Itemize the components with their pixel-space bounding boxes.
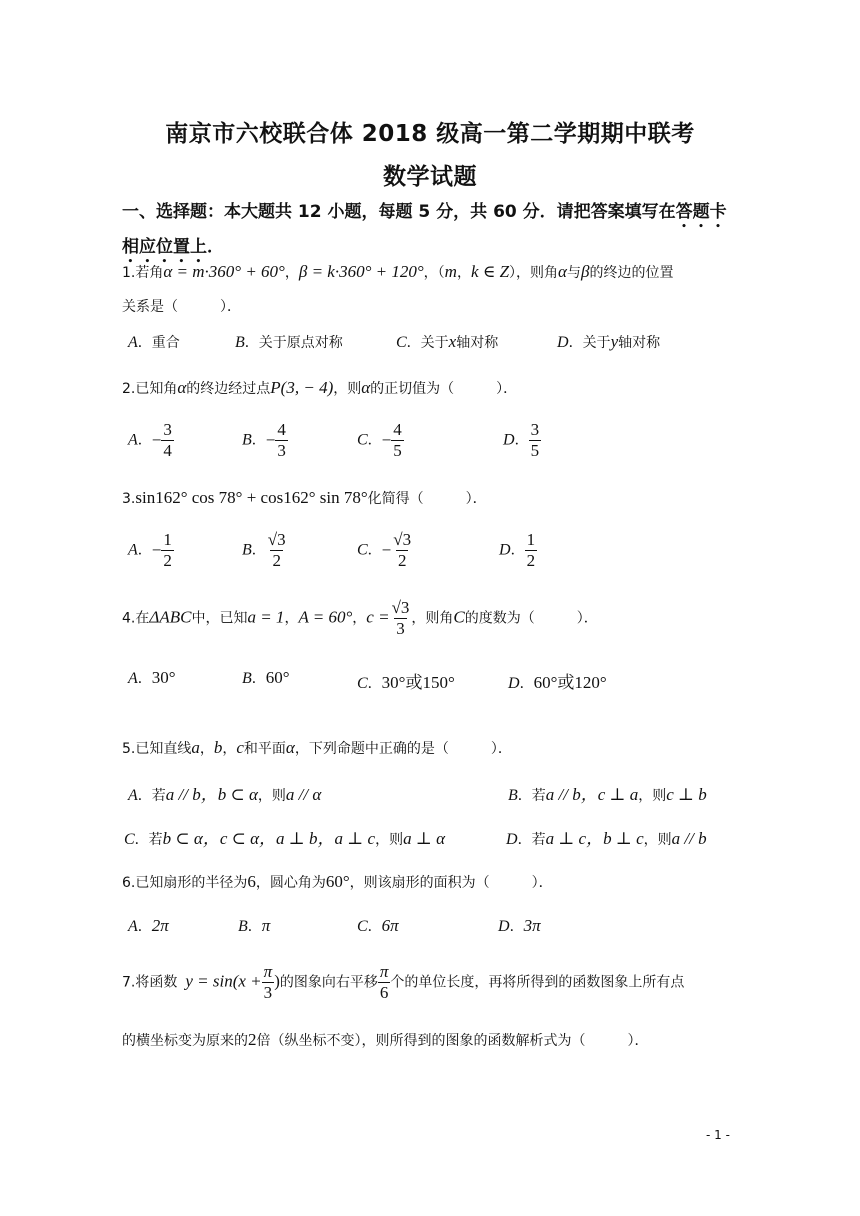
q4-option-c: C．30°或150° xyxy=(357,673,455,692)
question-2: 2.已知角α的终边经过点P(3, − 4)，则α的正切值为（ ）． xyxy=(122,378,518,397)
q1-option-c: C．关于x轴对称 xyxy=(396,332,499,351)
question-6: 6.已知扇形的半径为6，圆心角为60°，则该扇形的面积为（ ）． xyxy=(122,872,553,891)
q6-option-c: C．6π xyxy=(357,916,399,935)
q4-option-b: B．60° xyxy=(242,668,290,687)
q5-option-b: B．若a // b，c ⊥ a，则c ⊥ b xyxy=(508,785,707,804)
q2-option-d: D． $\frac{3}{5}$ xyxy=(503,420,540,460)
q3-option-d: D． $\frac{1}{2}$ xyxy=(499,530,536,570)
q4-option-a: A．30° xyxy=(128,668,176,687)
q4-option-d: D．60°或120° xyxy=(508,673,607,692)
page-title: 南京市六校联合体 2018 级高一第二学期期中联考 xyxy=(165,121,695,147)
q2-option-c: C．− $\frac{4}{5}$ xyxy=(357,420,402,460)
q3-option-a: A．− $\frac{1}{2}$ xyxy=(128,530,172,570)
question-1-line2: 关系是（ ）． xyxy=(122,299,241,315)
page-subtitle: 数学试题 xyxy=(383,164,477,190)
question-3: 3.sin162° cos 78° + cos162° sin 78°化简得（ ）． xyxy=(122,488,487,507)
question-7: 7.将函数 y = sin(x + $\frac{\pi}{3}$ )的图象向右平移 $\frac{\pi}{6}$ 个的单位长度，再将所得到的函数图象上所有点 xyxy=(122,962,685,1002)
q3-option-b: B． $\frac{√3}{2}$ xyxy=(242,530,286,570)
q6-option-d: D．3π xyxy=(498,916,541,935)
page-number: - 1 - xyxy=(706,1128,730,1142)
q5-option-a: A．若a // b，b ⊂ α，则a // α xyxy=(128,785,322,804)
question-1: 1.若角α = m·360° + 60°，β = k·360° + 120°，（m，k ∈ Z），则角α与β的终边的位置 xyxy=(122,262,674,281)
q2-option-a: A．− $\frac{3}{4}$ xyxy=(128,420,172,460)
q5-option-d: D．若a ⊥ c，b ⊥ c，则a // b xyxy=(506,829,707,848)
section-heading: 一、选择题：本大题共 12 小题，每题 5 分，共 60 分．请把答案填写在答题卡相应位置上． xyxy=(122,202,727,257)
question-4: 4.在ΔABC中，已知a = 1，A = 60°，c = $\frac{√3}{3}$ ，则角C的度数为（ ）． xyxy=(122,598,598,638)
q6-option-b: B．π xyxy=(238,916,271,935)
q2-option-b: B．− $\frac{4}{3}$ xyxy=(242,420,286,460)
question-7-line2: 的横坐标变为原来的2倍（纵坐标不变），则所得到的图象的函数解析式为（ ）． xyxy=(122,1030,649,1049)
q1-option-d: D．关于y轴对称 xyxy=(557,332,661,351)
q6-option-a: A．2π xyxy=(128,916,169,935)
question-5: 5.已知直线a，b，c和平面α，下列命题中正确的是（ ）． xyxy=(122,738,512,757)
q1-option-b: B．关于原点对称 xyxy=(235,334,343,351)
q5-option-c: C．若b ⊂ α，c ⊂ α，a ⊥ b，a ⊥ c，则a ⊥ α xyxy=(124,829,445,848)
q3-option-c: C．− $\frac{√3}{2}$ xyxy=(357,530,412,570)
q1-option-a: A．重合 xyxy=(128,334,180,351)
